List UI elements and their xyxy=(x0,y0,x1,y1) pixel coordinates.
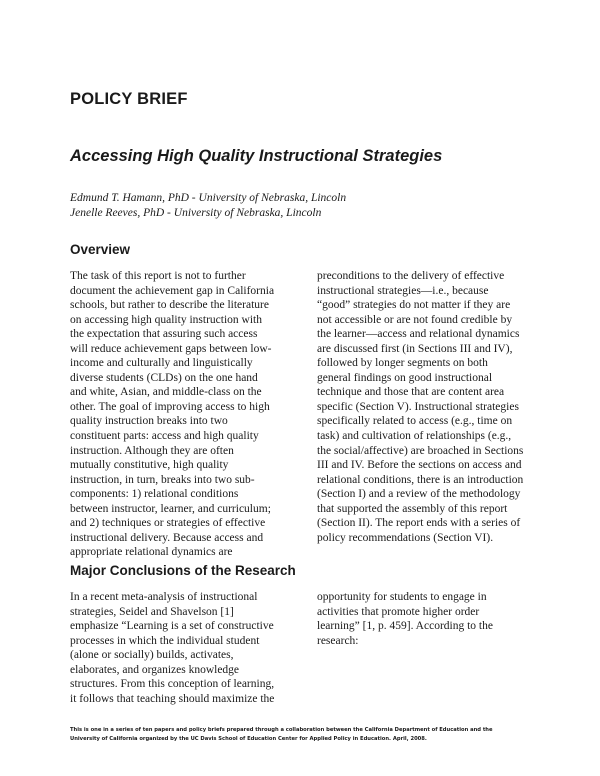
text-line: quality instruction breaks into two xyxy=(70,415,228,428)
text-line: elaborates, and organizes knowledge xyxy=(70,663,240,676)
text-line: mutually constitutive, high quality xyxy=(70,459,229,472)
text-line: diverse students (CLDs) on the one hand xyxy=(70,371,258,384)
text-line: components: 1) relational conditions xyxy=(70,488,239,501)
footer-line: This is one in a series of ten papers and policy briefs prepared through a collaboration between the California Department of Education and the xyxy=(70,727,493,733)
text-line: income and culturally and linguistically xyxy=(70,357,253,370)
text-line: “good” strategies do not matter if they are xyxy=(317,299,511,312)
text-line: preconditions to the delivery of effective xyxy=(317,270,505,282)
overview-right-column xyxy=(317,269,523,545)
text-line: instruction, in turn, breaks into two sub- xyxy=(70,473,255,486)
text-line: not accessible or are not found credible by xyxy=(317,313,513,326)
text-line: structures. From this conception of learning, xyxy=(70,678,275,691)
text-line: emphasize “Learning is a set of constructive xyxy=(70,620,274,633)
text-line: document the achievement gap in California xyxy=(70,284,275,297)
text-line: the learner—access and relational dynamics xyxy=(317,328,520,341)
text-line: instructional strategies—i.e., because xyxy=(317,284,489,297)
text-line: opportunity for students to engage in xyxy=(317,591,487,603)
text-line: it follows that teaching should maximize the xyxy=(70,692,275,705)
text-line: (Section II). The report ends with a series of xyxy=(317,517,521,530)
text-line: on accessing high quality instruction with xyxy=(70,313,262,326)
overview-left-column xyxy=(70,269,274,560)
author-list xyxy=(70,191,346,221)
text-line: schools, but rather to describe the literature xyxy=(70,299,269,312)
text-line: will reduce achievement gaps between low- xyxy=(70,342,272,355)
author-line: Jenelle Reeves, PhD - University of Nebraska, Lincoln xyxy=(70,207,322,219)
conclusions-heading: Major Conclusions of the Research xyxy=(70,563,296,578)
text-line: appropriate relational dynamics are xyxy=(70,546,233,559)
text-line: strategies, Seidel and Shavelson [1] xyxy=(70,605,234,618)
text-line: followed by longer segments on both xyxy=(317,357,488,370)
text-line: activities that promote higher order xyxy=(317,605,480,618)
overview-heading: Overview xyxy=(70,242,131,257)
text-line: learning” [1, p. 459]. According to the xyxy=(317,620,493,633)
text-line: and 2) techniques or strategies of effective xyxy=(70,517,266,530)
text-line: other. The goal of improving access to high xyxy=(70,400,270,413)
text-line: (alone or socially) builds, activates, xyxy=(70,649,234,662)
text-line: task) and cultivation of relationships (e.g., xyxy=(317,430,512,443)
text-line: In a recent meta-analysis of instructional xyxy=(70,591,258,603)
text-line: between instructor, learner, and curriculum; xyxy=(70,502,271,515)
text-line: that supported the assembly of this report xyxy=(317,502,508,515)
text-line: specifically related to access (e.g., time on xyxy=(317,415,513,428)
text-line: general findings on good instructional xyxy=(317,371,493,384)
footer-note xyxy=(70,726,493,743)
author-line: Edmund T. Hamann, PhD - University of Nebraska, Lincoln xyxy=(70,192,347,204)
text-line: research: xyxy=(317,634,359,647)
text-line: relational conditions, there is an introduction xyxy=(317,473,524,486)
conclusions-left-column xyxy=(70,590,274,706)
text-line: the expectation that assuring such access xyxy=(70,328,258,341)
text-line: III and IV. Before the sections on access and xyxy=(317,459,522,472)
text-line: technique and those that are content area xyxy=(317,386,505,399)
footer-line: University of California organized by the UC Davis School of Education Center for Applied Policy in Education. April, 2008. xyxy=(70,735,427,742)
text-line: specific (Section V). Instructional strategies xyxy=(317,400,519,413)
text-line: constituent parts: access and high quality xyxy=(70,430,259,443)
text-line: instructional delivery. Because access and xyxy=(70,531,264,544)
conclusions-right-column xyxy=(317,590,493,648)
document-title: Accessing High Quality Instructional Strategies xyxy=(70,147,443,165)
text-line: the social/affective) are broached in Sections xyxy=(317,444,524,457)
text-line: The task of this report is not to further xyxy=(70,270,246,282)
text-line: (Section I) and a review of the methodology xyxy=(317,488,521,501)
brief-label: POLICY BRIEF xyxy=(70,90,188,108)
text-line: policy recommendations (Section VI). xyxy=(317,531,494,544)
text-line: are discussed first (in Sections III and IV), xyxy=(317,342,513,355)
text-line: instruction. Although they are often xyxy=(70,444,234,457)
text-line: processes in which the individual student xyxy=(70,634,260,647)
text-line: and white, Asian, and middle-class on the xyxy=(70,386,262,399)
